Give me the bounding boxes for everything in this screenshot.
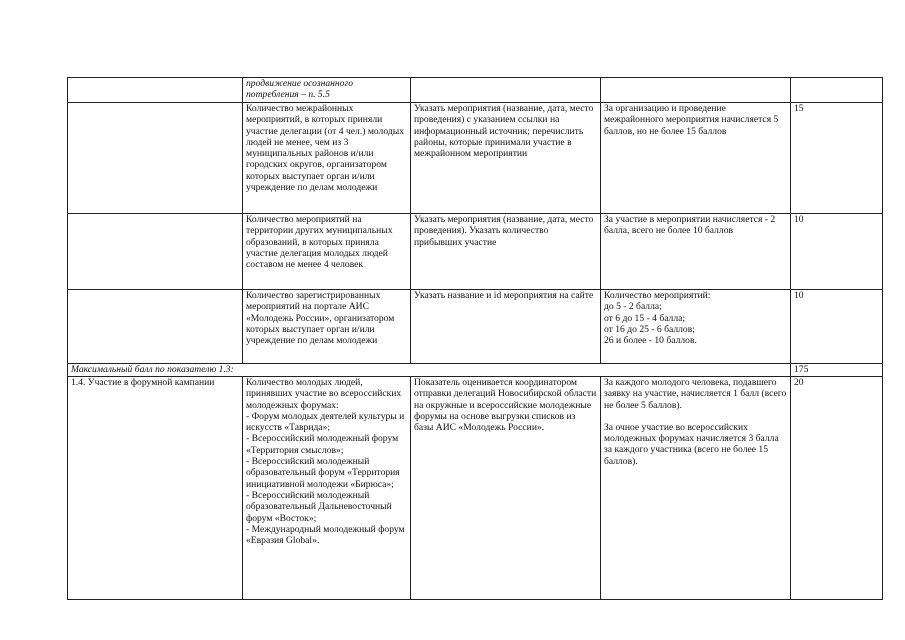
scoring-line: 26 и более - 10 баллов. — [604, 335, 697, 347]
table-row — [68, 214, 883, 290]
indicator-cell — [68, 290, 243, 364]
indicator-cell — [68, 214, 243, 290]
requirement-cell — [411, 78, 601, 103]
scoring-cell: За участие в мероприятии начисляется - 2 балла, всего не более 10 баллов — [601, 214, 791, 290]
summary-value: 175 — [791, 364, 883, 377]
criterion-line: - Международный молодежный форум «Евразия Global». — [246, 523, 405, 547]
criterion-cell: Количество мероприятий на территории других муниципальных образований, в которых приняла участие делегация молодых людей составом не менее 4 человек — [243, 214, 411, 290]
criterion-line: Количество молодых людей, принявших участие во всероссийских молодежных форумах: — [246, 377, 402, 411]
max-score-cell: 10 — [791, 214, 883, 290]
scoring-line: Количество мероприятий: — [604, 290, 711, 301]
table-row — [68, 103, 883, 214]
criteria-table — [67, 77, 883, 600]
scoring-cell: За организацию и проведение межрайонного мероприятия начисляется 5 баллов, но не более 15 баллов — [601, 103, 791, 214]
requirement-cell: Указать название и id мероприятия на сайте — [411, 290, 601, 364]
scoring-line: от 6 до 15 - 4 балла; — [604, 312, 686, 324]
indicator-cell — [68, 103, 243, 214]
scoring-cell — [601, 377, 791, 600]
scoring-cell — [601, 290, 791, 364]
criterion-line: - Всероссийский молодежный образовательный форум «Территория инициативной молодежи «Бирюса»; — [246, 456, 400, 490]
indicator-cell — [68, 78, 243, 103]
scoring-cell — [601, 78, 791, 103]
indicator-cell: 1.4. Участие в форумной кампании — [68, 377, 243, 600]
summary-label: Максимальный балл по показателю 1.3: — [68, 364, 791, 377]
scoring-line: За каждого молодого человека, подавшего заявку на участие, начисляется 1 балл (всего не более 5 баллов). — [604, 377, 787, 411]
max-score-cell: 20 — [791, 377, 883, 600]
scoring-line: от 16 до 25 - 6 баллов; — [604, 323, 695, 335]
table-row — [68, 377, 883, 600]
requirement-cell: Указать мероприятия (название, дата, место проведения) с указанием ссылки на информационный источник; перечислить районы, которые принимали участие в межрайонном мероприятии — [411, 103, 601, 214]
summary-row — [68, 364, 883, 377]
criterion-line: - Всероссийский молодежный форум «Территория смыслов»; — [246, 433, 399, 456]
criterion-cell: продвижение осознанного потребления – п. 5.5 — [243, 78, 411, 103]
requirement-cell: Показатель оценивается координатором отправки делегаций Новосибирской области на окружные и всероссийские молодежные форумы на основе выгрузки списков из базы АИС «Молодежь России». — [411, 377, 601, 600]
max-score-cell: 10 — [791, 290, 883, 364]
requirement-cell: Указать мероприятия (название, дата, место проведения). Указать количество прибывших участие — [411, 214, 601, 290]
table-row — [68, 290, 883, 364]
table-row — [68, 78, 883, 103]
criterion-cell: Количество межрайонных мероприятий, в которых приняли участие делегации (от 4 чел.) молодых людей не менее, чем из 3 муниципальных районов и/или городских округов, организатором которых выступает орган и/или учреждение по делам молодежи — [243, 103, 411, 214]
scoring-line: до 5 - 2 балла; — [604, 301, 662, 313]
criterion-line: - Всероссийский молодежный образовательный Дальневосточный форум «Восток»; — [246, 489, 392, 524]
scoring-line: За очное участие во всероссийских молодежных форумах начисляется 3 балла за каждого участника (всего не более 15 баллов). — [604, 421, 779, 467]
max-score-cell: 15 — [791, 103, 883, 214]
criterion-cell: Количество зарегистрированных мероприятий на портале АИС «Молодежь России», организатором которых выступает орган и/или учреждение по делам молодежи — [243, 290, 411, 364]
criterion-cell — [243, 377, 411, 600]
paragraph-gap — [604, 411, 787, 422]
max-score-cell — [791, 78, 883, 103]
criterion-line: - Форум молодых деятелей культуры и искусств «Таврида»; — [246, 410, 405, 434]
